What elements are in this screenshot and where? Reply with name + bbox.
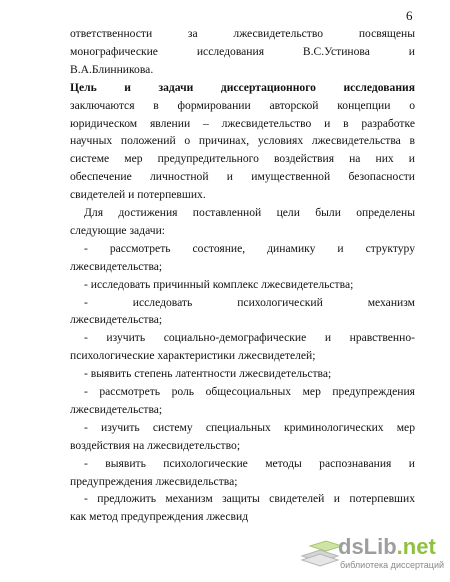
text-line: - исследовать причинный комплекс лжесвидетельства;	[84, 277, 354, 291]
text-line: Для достижения поставленной цели были определены	[84, 206, 415, 219]
text-line: - изучить систему специальных криминологических мер	[84, 420, 415, 434]
text-line: - предложить механизм защиты свидетелей и потерпевших	[84, 492, 415, 506]
text-line: Цель и задачи диссертационного исследования	[70, 80, 415, 94]
text-line: ответственности за лжесвидетельство посвящены	[70, 27, 415, 40]
text-line: - исследовать психологический механизм	[84, 295, 415, 309]
text-line: свидетелей и потерпевших.	[70, 188, 206, 202]
text-line: лжесвидетельства;	[70, 313, 163, 327]
text-line: следующие задачи:	[70, 223, 166, 237]
text-line: заключаются в формировании авторской концепции о	[70, 98, 415, 112]
text-line: лжесвидетельства;	[70, 259, 163, 273]
text-line: научных положений о причинах, условиях лжесвидетельства в	[70, 134, 415, 148]
text-line: обеспечение личностной и имущественной безопасности	[70, 170, 415, 184]
text-line: - рассмотреть состояние, динамику и структуру	[84, 241, 415, 255]
watermark-logo: dsLib.net	[338, 534, 436, 559]
text-line: В.А.Блинникова.	[70, 62, 154, 76]
text-line: - выявить психологические методы распознавания и	[84, 456, 415, 470]
text-line: - рассмотреть роль общесоциальных мер предупреждения	[84, 385, 415, 398]
text-line: предупреждения лжесвидельства;	[70, 474, 238, 488]
text-line: юридическом явлении – лжесвидетельство и в разработке	[70, 116, 415, 130]
page-number: 6	[406, 8, 413, 23]
watermark	[298, 530, 448, 580]
text-line: воздействия на лжесвидетельство;	[70, 438, 241, 452]
text-line: - выявить степень латентности лжесвидетельства;	[84, 367, 332, 381]
text-line: монографические исследования В.С.Устинова и	[70, 44, 415, 58]
text-line: психологические характеристики лжесвидетелей;	[70, 349, 316, 363]
watermark-subtitle: библиотека диссертаций	[340, 560, 445, 570]
text-line: лжесвидетельства;	[70, 402, 163, 416]
text-line: - изучить социально-демографические и нравственно-	[84, 331, 415, 345]
text-line: системе мер предупредительного воздействия на них и	[70, 152, 415, 166]
text-line: как метод предупреждения лжесвид	[70, 510, 249, 524]
